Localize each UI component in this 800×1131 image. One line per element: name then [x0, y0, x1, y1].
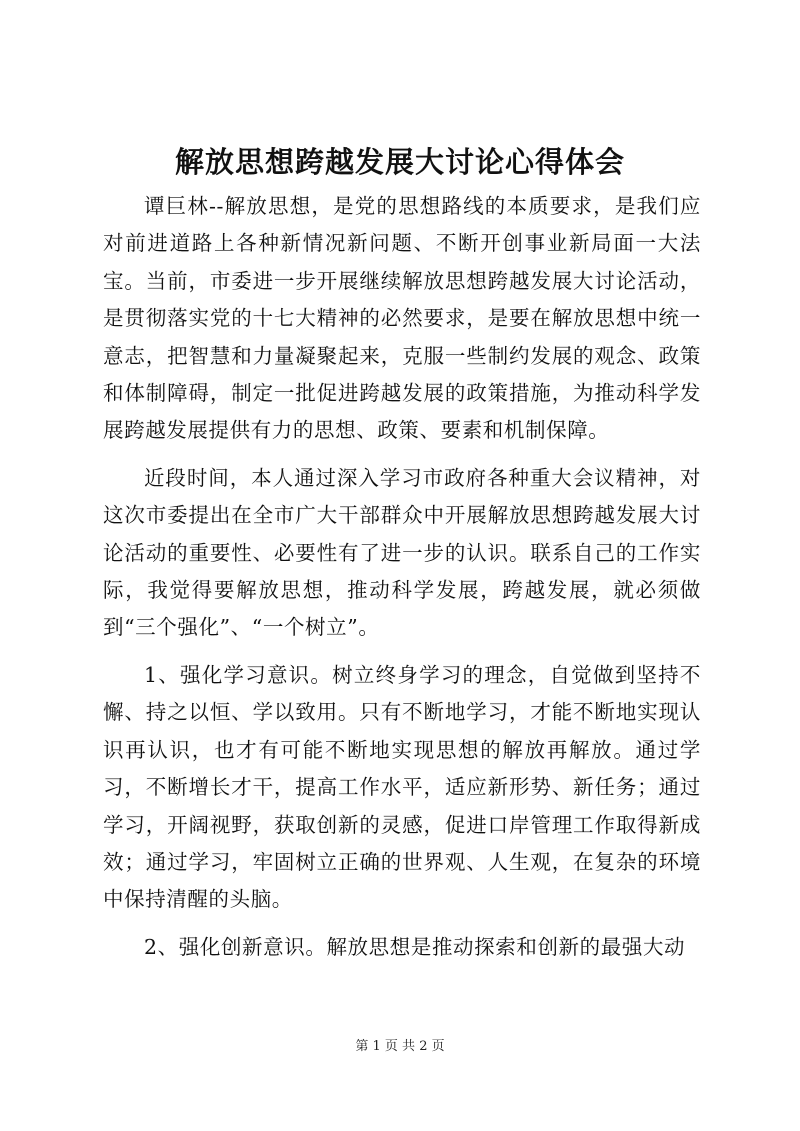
paragraph-recent-study: 近段时间，本人通过深入学习市政府各种重大会议精神，对这次市委提出在全市广大干部群众中开展解放思想跨越发展大讨论活动的重要性、必要性有了进一步的认识。联系自己的工作实际，我觉得要解放思想，推动科学发展，跨越发展，就必须做到“三个强化”、“一个树立”。 [103, 465, 701, 640]
page-footer: 第 1 页 共 2 页 [355, 1039, 445, 1054]
paragraph-learning-awareness: 1、强化学习意识。树立终身学习的理念，自觉做到坚持不懈、持之以恒、学以致用。只有不断地学习，才能不断地实现认识再认识，也才有可能不断地实现思想的解放再解放。通过学习，不断增长才干，提高工作水平，适应新形势、新任务；通过学习，开阔视野，获取创新的灵感，促进口岸管理工作取得新成效；通过学习，牢固树立正确的世界观、人生观，在复杂的环境中保持清醒的头脑。 [103, 662, 701, 912]
paragraph-intro: 谭巨林--解放思想，是党的思想路线的本质要求，是我们应对前进道路上各种新情况新问题、不断开创事业新局面一大法宝。当前，市委进一步开展继续解放思想跨越发展大讨论活动，是贯彻落实党的十七大精神的必然要求，是要在解放思想中统一意志，把智慧和力量凝聚起来，克服一些制约发展的观念、政策和体制障碍，制定一批促进跨越发展的政策措施，为推动科学发展跨越发展提供有力的思想、政策、要素和机制保障。 [103, 194, 701, 443]
document-title: 解放思想跨越发展大讨论心得体会 [174, 145, 625, 179]
document-body [103, 188, 701, 976]
paragraph-innovation-awareness: 2、强化创新意识。解放思想是推动探索和创新的最强大动 [144, 934, 686, 959]
